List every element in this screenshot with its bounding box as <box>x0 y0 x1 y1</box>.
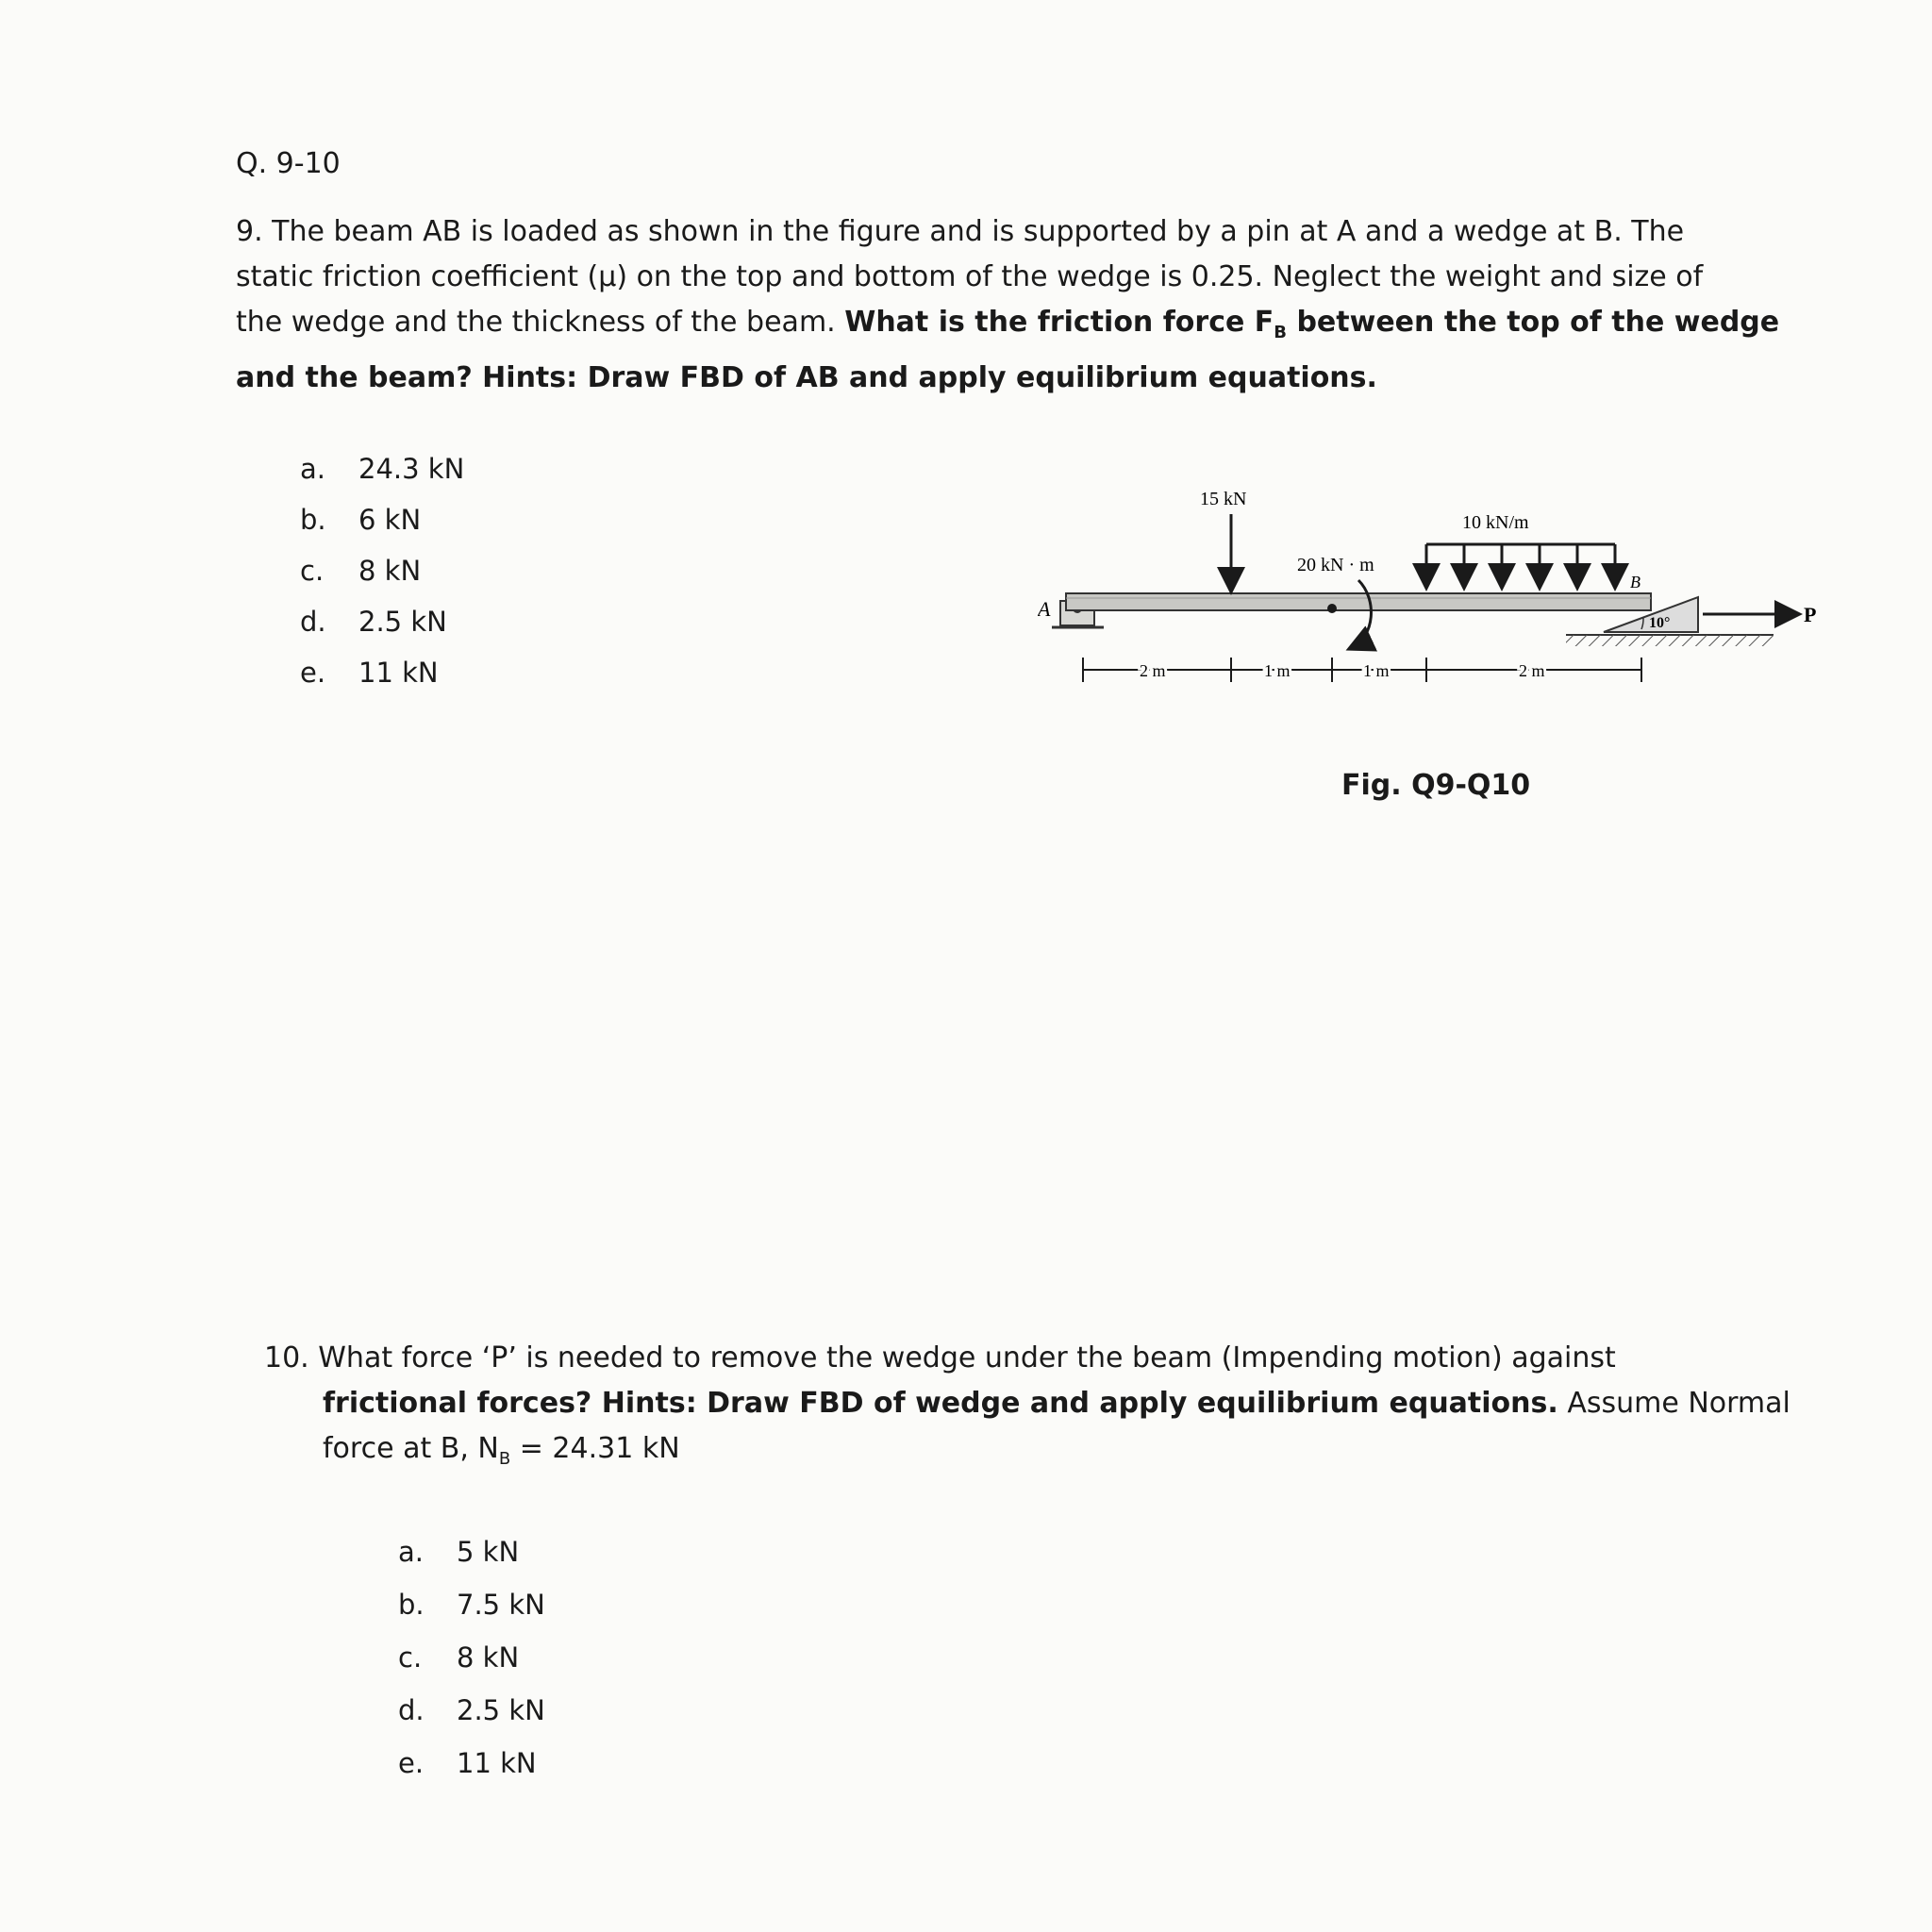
question-9-text <box>236 209 1779 401</box>
q10-option-c[interactable]: c. 8 kN <box>398 1641 520 1674</box>
q9-option-b[interactable]: b. 6 kN <box>300 504 422 536</box>
q9-option-d[interactable]: d. 2.5 kN <box>300 606 447 638</box>
question-9-line-2: static friction coefficient (μ) on the top and bottom of the wedge is 0.25. Neglect the weight and size of <box>236 260 1704 293</box>
q10-option-a[interactable]: a. 5 kN <box>398 1536 520 1568</box>
dim-1m-a: 1 m <box>1264 661 1291 680</box>
q9-option-e[interactable]: e. 11 kN <box>300 657 439 689</box>
question-10-line-2: frictional forces? Hints: Draw FBD of wedge and apply equilibrium equations. Assume Normal <box>323 1387 1790 1420</box>
load-15kN-label: 15 kN <box>1200 489 1247 509</box>
dimension-line <box>1083 658 1641 682</box>
q10-option-d[interactable]: d. 2.5 kN <box>398 1694 545 1726</box>
beam-AB <box>1066 593 1651 610</box>
beam-wedge-figure <box>1038 476 1830 712</box>
moment-20kNm-label: 20 kN · m <box>1297 555 1374 575</box>
question-9-line-1: 9. The beam AB is loaded as shown in the figure and is supported by a pin at A and a wedge at B. The <box>236 215 1685 248</box>
dim-2m-left: 2 m <box>1140 661 1166 680</box>
question-9-line-4: and the beam? Hints: Draw FBD of AB and apply equilibrium equations. <box>236 361 1377 394</box>
q9-option-a[interactable]: a. 24.3 kN <box>300 453 465 485</box>
question-9-line-3: the wedge and the thickness of the beam. What is the friction force $F_B$ between the top of the wedge <box>236 306 1780 342</box>
q10-option-e[interactable]: e. 11 kN <box>398 1747 537 1779</box>
label-B: B <box>1630 573 1641 591</box>
question-10-line-1: 10. What force ‘P’ is needed to remove the wedge under the beam (Impending motion) against <box>264 1341 1616 1374</box>
section-header: Q. 9-10 <box>236 147 341 180</box>
q10-option-b[interactable]: b. 7.5 kN <box>398 1589 545 1621</box>
distributed-load-label: 10 kN/m <box>1462 512 1529 533</box>
figure-caption: Fig. Q9-Q10 <box>1341 769 1531 802</box>
wedge-angle-label: 10° <box>1649 615 1671 631</box>
question-10-line-3: force at B, $N_B = 24.31$ kN <box>323 1432 680 1469</box>
force-P-label: P <box>1804 603 1817 626</box>
dim-2m-right: 2 m <box>1519 661 1545 680</box>
label-A: A <box>1038 597 1051 621</box>
distributed-load-arrows <box>1426 544 1615 586</box>
question-10-text <box>264 1336 1790 1482</box>
moment-arrow <box>1351 580 1371 648</box>
q9-option-c[interactable]: c. 8 kN <box>300 555 422 587</box>
dim-1m-b: 1 m <box>1363 661 1390 680</box>
